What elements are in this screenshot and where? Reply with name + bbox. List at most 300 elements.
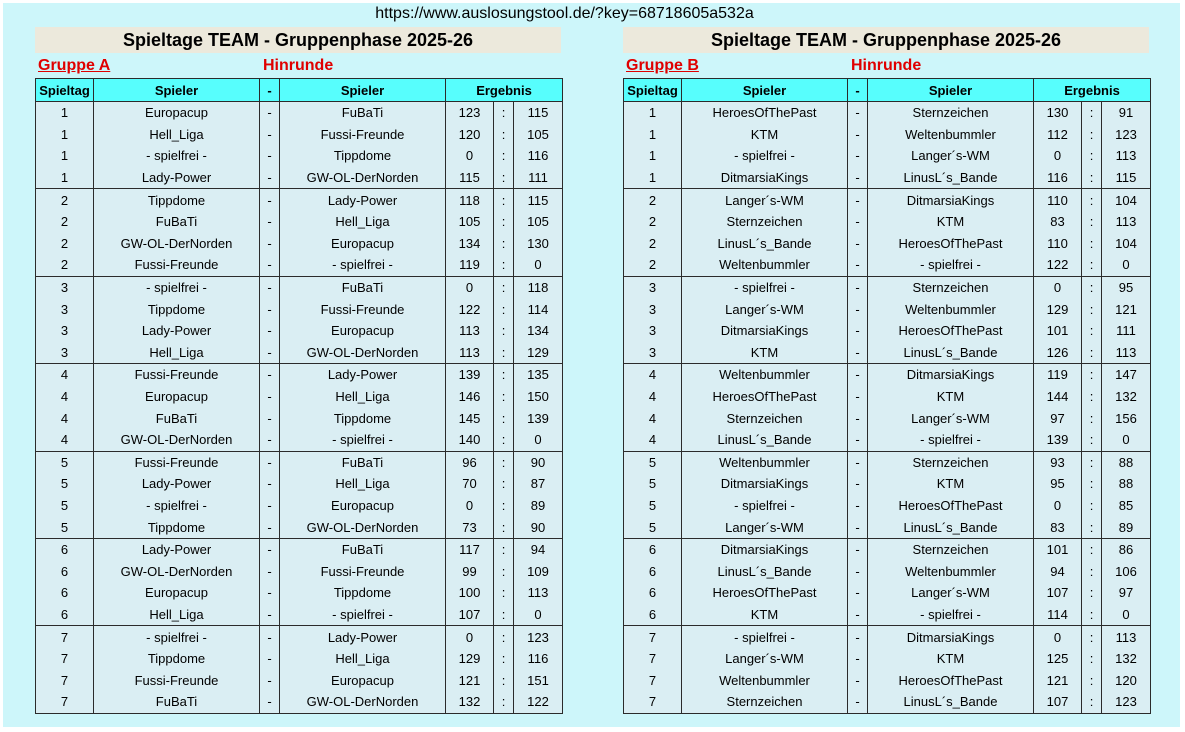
colon-cell: : [1082, 429, 1102, 451]
table-row [36, 451, 563, 473]
page-url: https://www.auslosungstool.de/?key=68718605a532a [375, 5, 754, 22]
home-player-cell: HeroesOfThePast [682, 582, 848, 604]
dash-cell: - [848, 167, 868, 189]
table-row [36, 211, 563, 233]
home-score-cell: 121 [446, 669, 494, 691]
away-score-cell: 130 [514, 233, 563, 255]
table-row [36, 254, 563, 276]
day-cell: 1 [624, 102, 682, 124]
colon-cell: : [1082, 276, 1102, 298]
table-row [36, 124, 563, 146]
home-player-cell: Langer´s-WM [682, 298, 848, 320]
header-result: Ergebnis [446, 79, 563, 102]
home-player-cell: Weltenbummler [682, 669, 848, 691]
home-score-cell: 122 [446, 298, 494, 320]
table-row [624, 429, 1151, 451]
dash-cell: - [260, 691, 280, 713]
table-row [36, 473, 563, 495]
dash-cell: - [848, 102, 868, 124]
home-score-cell: 122 [1034, 254, 1082, 276]
dash-cell: - [260, 189, 280, 211]
home-player-cell: DitmarsiaKings [682, 538, 848, 560]
away-player-cell: Weltenbummler [868, 298, 1034, 320]
home-score-cell: 145 [446, 407, 494, 429]
dash-cell: - [848, 516, 868, 538]
away-player-cell: Weltenbummler [868, 124, 1034, 146]
away-score-cell: 91 [1102, 102, 1151, 124]
away-score-cell: 122 [514, 691, 563, 713]
home-player-cell: FuBaTi [94, 407, 260, 429]
dash-cell: - [260, 211, 280, 233]
home-player-cell: - spielfrei - [94, 495, 260, 517]
away-score-cell: 0 [514, 429, 563, 451]
away-player-cell: Langer´s-WM [868, 582, 1034, 604]
table-row [36, 691, 563, 713]
colon-cell: : [1082, 516, 1102, 538]
home-score-cell: 113 [446, 320, 494, 342]
home-score-cell: 73 [446, 516, 494, 538]
colon-cell: : [494, 429, 514, 451]
colon-cell: : [494, 167, 514, 189]
table-row [624, 320, 1151, 342]
colon-cell: : [1082, 233, 1102, 255]
away-player-cell: DitmarsiaKings [868, 364, 1034, 386]
away-player-cell: - spielfrei - [868, 604, 1034, 626]
dash-cell: - [848, 364, 868, 386]
colon-cell: : [494, 538, 514, 560]
away-player-cell: Hell_Liga [280, 473, 446, 495]
home-player-cell: Fussi-Freunde [94, 451, 260, 473]
away-player-cell: Hell_Liga [280, 386, 446, 408]
home-score-cell: 139 [446, 364, 494, 386]
home-score-cell: 125 [1034, 648, 1082, 670]
away-player-cell: FuBaTi [280, 451, 446, 473]
day-cell: 3 [36, 276, 94, 298]
home-player-cell: - spielfrei - [682, 495, 848, 517]
day-cell: 2 [36, 189, 94, 211]
home-player-cell: GW-OL-DerNorden [94, 233, 260, 255]
away-score-cell: 0 [514, 604, 563, 626]
away-score-cell: 121 [1102, 298, 1151, 320]
day-cell: 5 [624, 473, 682, 495]
colon-cell: : [494, 145, 514, 167]
away-player-cell: Europacup [280, 669, 446, 691]
panel-title: Spieltage TEAM - Gruppenphase 2025-26 [623, 27, 1149, 53]
table-row [36, 560, 563, 582]
home-player-cell: Langer´s-WM [682, 648, 848, 670]
home-score-cell: 0 [446, 276, 494, 298]
home-player-cell: Sternzeichen [682, 407, 848, 429]
colon-cell: : [1082, 364, 1102, 386]
table-row [36, 516, 563, 538]
dash-cell: - [848, 298, 868, 320]
away-player-cell: Tippdome [280, 582, 446, 604]
dash-cell: - [260, 276, 280, 298]
day-cell: 6 [624, 538, 682, 560]
dash-cell: - [260, 538, 280, 560]
away-player-cell: Tippdome [280, 145, 446, 167]
away-player-cell: Hell_Liga [280, 648, 446, 670]
colon-cell: : [1082, 124, 1102, 146]
home-score-cell: 144 [1034, 386, 1082, 408]
home-score-cell: 0 [446, 495, 494, 517]
away-score-cell: 105 [514, 211, 563, 233]
table-row [624, 254, 1151, 276]
away-score-cell: 88 [1102, 473, 1151, 495]
dash-cell: - [848, 669, 868, 691]
table-row [36, 189, 563, 211]
colon-cell: : [1082, 320, 1102, 342]
dash-cell: - [848, 320, 868, 342]
away-score-cell: 139 [514, 407, 563, 429]
home-player-cell: Lady-Power [94, 538, 260, 560]
table-row [36, 364, 563, 386]
dash-cell: - [260, 386, 280, 408]
day-cell: 7 [624, 626, 682, 648]
table-row [36, 626, 563, 648]
away-player-cell: - spielfrei - [868, 429, 1034, 451]
table-row [36, 538, 563, 560]
colon-cell: : [494, 233, 514, 255]
dash-cell: - [848, 189, 868, 211]
group-label: Gruppe B [626, 57, 699, 74]
away-score-cell: 95 [1102, 276, 1151, 298]
schedule-table [623, 78, 1151, 714]
colon-cell: : [1082, 648, 1102, 670]
dash-cell: - [848, 648, 868, 670]
dash-cell: - [848, 582, 868, 604]
dash-cell: - [260, 167, 280, 189]
table-row [624, 626, 1151, 648]
day-cell: 4 [36, 429, 94, 451]
day-cell: 6 [36, 604, 94, 626]
day-cell: 2 [36, 211, 94, 233]
away-player-cell: GW-OL-DerNorden [280, 691, 446, 713]
home-score-cell: 123 [446, 102, 494, 124]
away-player-cell: LinusL´s_Bande [868, 516, 1034, 538]
colon-cell: : [1082, 495, 1102, 517]
day-cell: 1 [624, 124, 682, 146]
dash-cell: - [260, 342, 280, 364]
away-player-cell: Lady-Power [280, 189, 446, 211]
home-player-cell: Sternzeichen [682, 691, 848, 713]
home-score-cell: 99 [446, 560, 494, 582]
home-score-cell: 101 [1034, 320, 1082, 342]
table-row [36, 320, 563, 342]
home-score-cell: 0 [446, 145, 494, 167]
colon-cell: : [1082, 407, 1102, 429]
away-player-cell: Europacup [280, 233, 446, 255]
colon-cell: : [494, 560, 514, 582]
colon-cell: : [1082, 604, 1102, 626]
dash-cell: - [260, 124, 280, 146]
colon-cell: : [1082, 582, 1102, 604]
away-player-cell: KTM [868, 648, 1034, 670]
home-score-cell: 115 [446, 167, 494, 189]
home-score-cell: 93 [1034, 451, 1082, 473]
table-row [36, 298, 563, 320]
day-cell: 7 [624, 648, 682, 670]
colon-cell: : [1082, 167, 1102, 189]
day-cell: 5 [36, 516, 94, 538]
away-score-cell: 0 [514, 254, 563, 276]
home-player-cell: Hell_Liga [94, 124, 260, 146]
dash-cell: - [260, 669, 280, 691]
away-score-cell: 135 [514, 364, 563, 386]
day-cell: 1 [624, 145, 682, 167]
away-score-cell: 89 [1102, 516, 1151, 538]
table-row [624, 495, 1151, 517]
away-score-cell: 87 [514, 473, 563, 495]
day-cell: 5 [36, 495, 94, 517]
colon-cell: : [1082, 102, 1102, 124]
dash-cell: - [848, 407, 868, 429]
home-score-cell: 0 [1034, 276, 1082, 298]
home-player-cell: Weltenbummler [682, 254, 848, 276]
away-player-cell: DitmarsiaKings [868, 626, 1034, 648]
away-score-cell: 114 [514, 298, 563, 320]
colon-cell: : [494, 495, 514, 517]
colon-cell: : [494, 211, 514, 233]
dash-cell: - [260, 145, 280, 167]
away-score-cell: 123 [1102, 124, 1151, 146]
day-cell: 2 [624, 211, 682, 233]
table-row [36, 342, 563, 364]
header-player-away: Spieler [280, 79, 446, 102]
dash-cell: - [260, 648, 280, 670]
away-score-cell: 90 [514, 451, 563, 473]
home-player-cell: LinusL´s_Bande [682, 560, 848, 582]
table-row [624, 582, 1151, 604]
away-player-cell: DitmarsiaKings [868, 189, 1034, 211]
dash-cell: - [260, 604, 280, 626]
away-player-cell: HeroesOfThePast [868, 320, 1034, 342]
colon-cell: : [494, 124, 514, 146]
home-player-cell: Europacup [94, 386, 260, 408]
table-row [36, 233, 563, 255]
day-cell: 6 [624, 560, 682, 582]
dash-cell: - [848, 691, 868, 713]
day-cell: 3 [624, 276, 682, 298]
home-player-cell: FuBaTi [94, 691, 260, 713]
away-score-cell: 113 [1102, 626, 1151, 648]
home-score-cell: 118 [446, 189, 494, 211]
dash-cell: - [848, 276, 868, 298]
away-player-cell: Europacup [280, 320, 446, 342]
away-score-cell: 132 [1102, 648, 1151, 670]
header-player-away: Spieler [868, 79, 1034, 102]
table-row [624, 102, 1151, 124]
home-score-cell: 0 [446, 626, 494, 648]
round-label: Hinrunde [263, 57, 334, 74]
away-player-cell: HeroesOfThePast [868, 233, 1034, 255]
away-player-cell: Fussi-Freunde [280, 124, 446, 146]
home-player-cell: HeroesOfThePast [682, 102, 848, 124]
away-player-cell: GW-OL-DerNorden [280, 342, 446, 364]
home-player-cell: Tippdome [94, 648, 260, 670]
day-cell: 7 [36, 626, 94, 648]
away-score-cell: 115 [1102, 167, 1151, 189]
table-row [624, 451, 1151, 473]
day-cell: 5 [624, 451, 682, 473]
colon-cell: : [1082, 473, 1102, 495]
day-cell: 7 [624, 669, 682, 691]
day-cell: 6 [36, 582, 94, 604]
away-score-cell: 113 [514, 582, 563, 604]
home-score-cell: 119 [1034, 364, 1082, 386]
table-row [36, 604, 563, 626]
header-result: Ergebnis [1034, 79, 1151, 102]
home-player-cell: - spielfrei - [682, 626, 848, 648]
away-player-cell: GW-OL-DerNorden [280, 167, 446, 189]
away-player-cell: Sternzeichen [868, 276, 1034, 298]
home-player-cell: Sternzeichen [682, 211, 848, 233]
home-player-cell: KTM [682, 604, 848, 626]
group-label: Gruppe A [38, 57, 111, 74]
table-row [36, 102, 563, 124]
colon-cell: : [494, 669, 514, 691]
away-player-cell: - spielfrei - [280, 429, 446, 451]
away-player-cell: Tippdome [280, 407, 446, 429]
dash-cell: - [260, 364, 280, 386]
home-player-cell: FuBaTi [94, 211, 260, 233]
colon-cell: : [494, 320, 514, 342]
colon-cell: : [494, 604, 514, 626]
home-score-cell: 96 [446, 451, 494, 473]
day-cell: 4 [624, 364, 682, 386]
away-player-cell: - spielfrei - [280, 604, 446, 626]
away-player-cell: - spielfrei - [868, 254, 1034, 276]
dash-cell: - [848, 145, 868, 167]
round-label: Hinrunde [851, 57, 922, 74]
day-cell: 6 [36, 538, 94, 560]
away-score-cell: 0 [1102, 429, 1151, 451]
table-row [624, 364, 1151, 386]
colon-cell: : [1082, 254, 1102, 276]
day-cell: 4 [36, 386, 94, 408]
colon-cell: : [1082, 342, 1102, 364]
table-row [36, 495, 563, 517]
away-score-cell: 105 [514, 124, 563, 146]
away-score-cell: 113 [1102, 145, 1151, 167]
table-row [624, 298, 1151, 320]
away-player-cell: Hell_Liga [280, 211, 446, 233]
home-player-cell: Hell_Liga [94, 604, 260, 626]
schedule-table [35, 78, 563, 714]
dash-cell: - [848, 451, 868, 473]
day-cell: 6 [36, 560, 94, 582]
table-row [624, 669, 1151, 691]
home-player-cell: Tippdome [94, 189, 260, 211]
home-score-cell: 134 [446, 233, 494, 255]
header-row [624, 79, 1151, 102]
away-player-cell: KTM [868, 211, 1034, 233]
dash-cell: - [260, 233, 280, 255]
colon-cell: : [1082, 669, 1102, 691]
colon-cell: : [494, 407, 514, 429]
table-row [624, 691, 1151, 713]
home-score-cell: 97 [1034, 407, 1082, 429]
home-player-cell: LinusL´s_Bande [682, 429, 848, 451]
dash-cell: - [848, 495, 868, 517]
home-score-cell: 120 [446, 124, 494, 146]
day-cell: 3 [36, 342, 94, 364]
home-player-cell: Weltenbummler [682, 364, 848, 386]
dash-cell: - [260, 102, 280, 124]
colon-cell: : [494, 451, 514, 473]
colon-cell: : [494, 648, 514, 670]
day-cell: 2 [624, 233, 682, 255]
header-dash: - [848, 79, 868, 102]
home-score-cell: 129 [446, 648, 494, 670]
dash-cell: - [848, 538, 868, 560]
colon-cell: : [1082, 189, 1102, 211]
day-cell: 1 [36, 167, 94, 189]
colon-cell: : [494, 298, 514, 320]
table-row [624, 407, 1151, 429]
home-score-cell: 114 [1034, 604, 1082, 626]
dash-cell: - [260, 429, 280, 451]
dash-cell: - [260, 254, 280, 276]
home-player-cell: Fussi-Freunde [94, 669, 260, 691]
table-row [624, 342, 1151, 364]
home-score-cell: 117 [446, 538, 494, 560]
away-score-cell: 120 [1102, 669, 1151, 691]
day-cell: 1 [36, 102, 94, 124]
dash-cell: - [260, 516, 280, 538]
day-cell: 3 [624, 320, 682, 342]
away-score-cell: 111 [514, 167, 563, 189]
colon-cell: : [1082, 145, 1102, 167]
home-player-cell: Europacup [94, 102, 260, 124]
away-score-cell: 104 [1102, 233, 1151, 255]
home-score-cell: 139 [1034, 429, 1082, 451]
table-row [624, 560, 1151, 582]
home-player-cell: KTM [682, 124, 848, 146]
away-player-cell: Europacup [280, 495, 446, 517]
table-row [36, 407, 563, 429]
home-score-cell: 129 [1034, 298, 1082, 320]
header-day: Spieltag [36, 79, 94, 102]
away-player-cell: KTM [868, 473, 1034, 495]
dash-cell: - [260, 320, 280, 342]
dash-cell: - [848, 386, 868, 408]
table-row [624, 516, 1151, 538]
home-score-cell: 110 [1034, 189, 1082, 211]
day-cell: 6 [624, 604, 682, 626]
table-row [36, 386, 563, 408]
colon-cell: : [1082, 451, 1102, 473]
table-row [624, 189, 1151, 211]
colon-cell: : [494, 364, 514, 386]
table-row [624, 276, 1151, 298]
away-player-cell: Lady-Power [280, 364, 446, 386]
away-score-cell: 85 [1102, 495, 1151, 517]
day-cell: 5 [36, 451, 94, 473]
day-cell: 7 [36, 669, 94, 691]
away-score-cell: 150 [514, 386, 563, 408]
header-row [36, 79, 563, 102]
away-score-cell: 115 [514, 102, 563, 124]
day-cell: 7 [36, 691, 94, 713]
table-row [624, 386, 1151, 408]
home-player-cell: Tippdome [94, 298, 260, 320]
home-score-cell: 107 [446, 604, 494, 626]
away-score-cell: 156 [1102, 407, 1151, 429]
home-score-cell: 0 [1034, 145, 1082, 167]
away-score-cell: 115 [514, 189, 563, 211]
day-cell: 2 [36, 254, 94, 276]
